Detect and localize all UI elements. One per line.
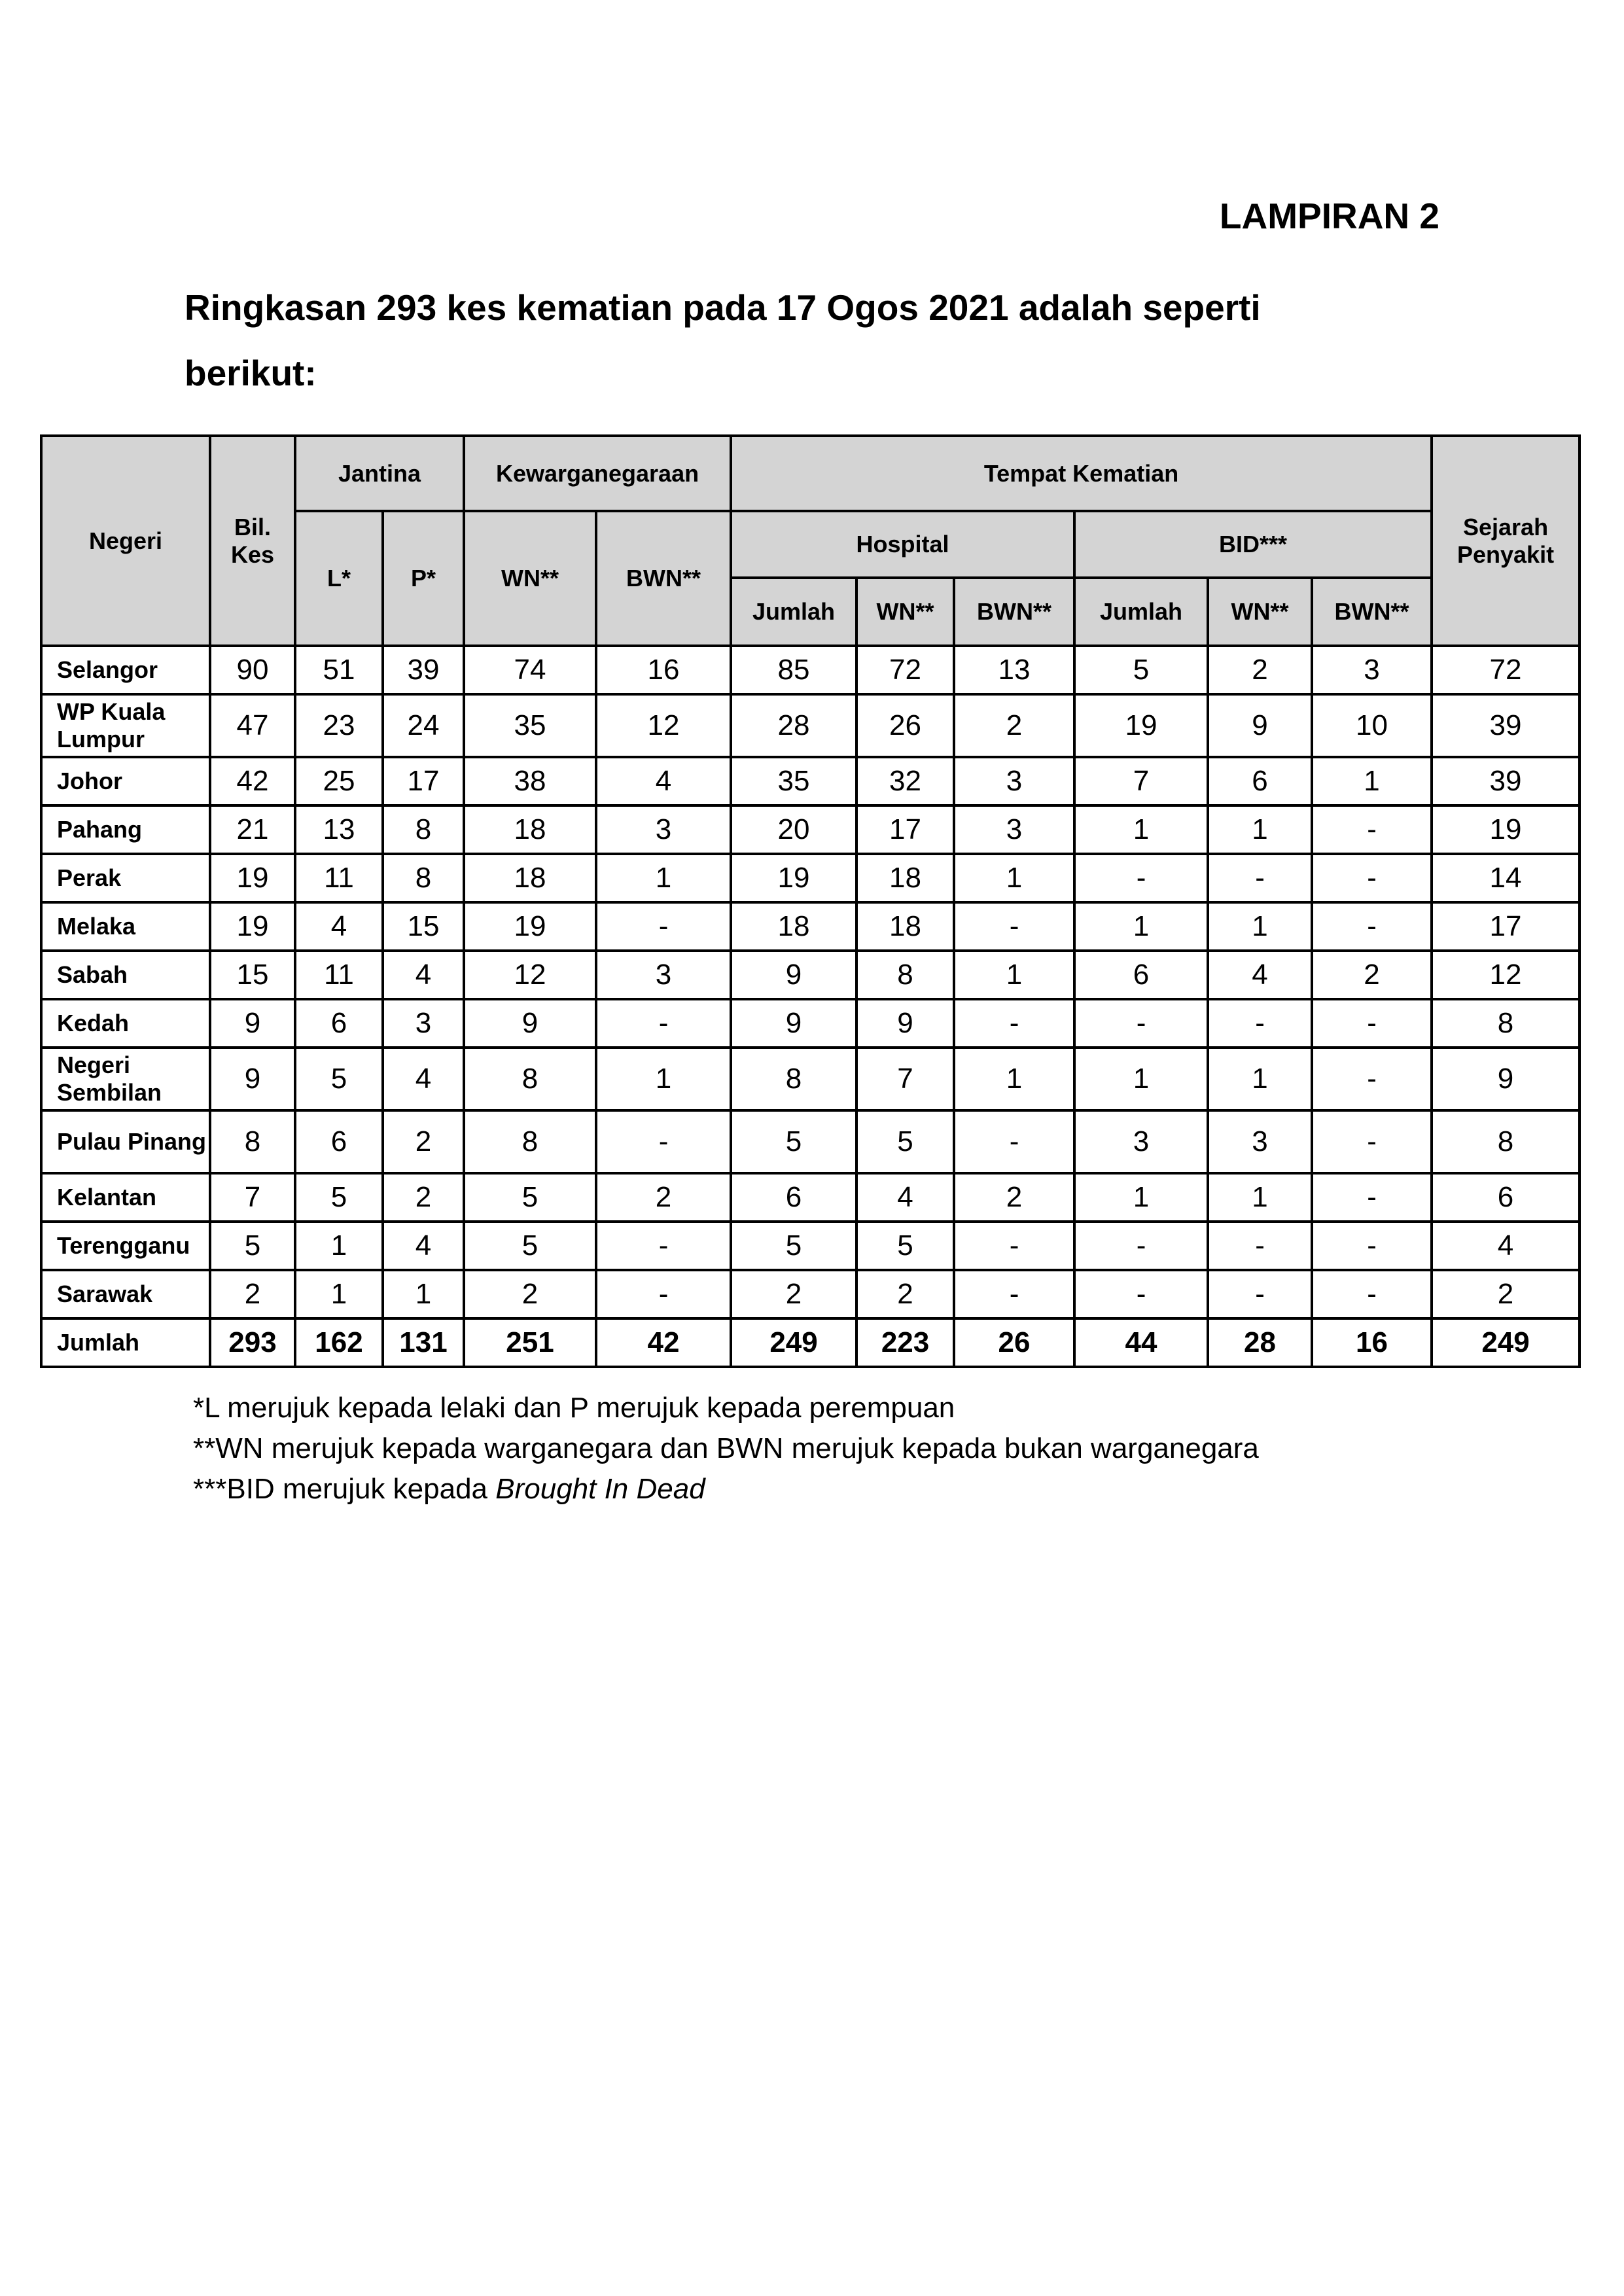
table-cell: - — [954, 1270, 1074, 1318]
state-name-cell: Melaka — [41, 902, 210, 951]
header-hospital-jumlah: Jumlah — [731, 578, 856, 646]
table-row — [41, 951, 1580, 999]
table-cell: 8 — [856, 951, 954, 999]
table-cell: - — [596, 902, 731, 951]
table-cell: 14 — [1432, 854, 1580, 902]
table-cell: 16 — [1312, 1318, 1432, 1367]
table-cell: 8 — [1432, 1110, 1580, 1173]
table-row — [41, 902, 1580, 951]
table-cell: 19 — [210, 854, 295, 902]
table-cell: 251 — [464, 1318, 596, 1367]
appendix-label: LAMPIRAN 2 — [1219, 196, 1439, 236]
table-cell: 5 — [856, 1222, 954, 1270]
footnote-bid — [193, 1469, 1502, 1510]
table-cell: 90 — [210, 646, 295, 694]
table-cell: 15 — [383, 902, 464, 951]
table-cell: 249 — [1432, 1318, 1580, 1367]
header-negeri: Negeri — [41, 436, 210, 646]
table-cell: 20 — [731, 805, 856, 854]
table-cell: 39 — [1432, 757, 1580, 805]
table-cell: 3 — [1312, 646, 1432, 694]
table-total-row — [41, 1318, 1580, 1367]
table-cell: 2 — [464, 1270, 596, 1318]
table-cell: 5 — [731, 1110, 856, 1173]
state-name-cell: Pahang — [41, 805, 210, 854]
table-cell: - — [1312, 805, 1432, 854]
table-cell: 2 — [383, 1173, 464, 1222]
table-cell: 74 — [464, 646, 596, 694]
table-cell: 1 — [1208, 902, 1312, 951]
header-kewarganegaraan: Kewarganegaraan — [464, 436, 731, 511]
table-cell: 19 — [1074, 694, 1208, 757]
table-cell: 39 — [1432, 694, 1580, 757]
table-cell: 4 — [383, 1222, 464, 1270]
table-cell: 9 — [1432, 1048, 1580, 1110]
table-cell: 3 — [596, 805, 731, 854]
table-cell: 4 — [856, 1173, 954, 1222]
state-name-cell: Negeri Sembilan — [41, 1048, 210, 1110]
table-cell: 2 — [954, 1173, 1074, 1222]
table-cell: 17 — [383, 757, 464, 805]
table-cell: 12 — [464, 951, 596, 999]
state-name-cell: Perak — [41, 854, 210, 902]
table-cell: 8 — [731, 1048, 856, 1110]
header-jantina: Jantina — [295, 436, 464, 511]
table-cell: 7 — [210, 1173, 295, 1222]
table-cell: - — [954, 902, 1074, 951]
table-cell: 1 — [1208, 805, 1312, 854]
table-cell: 24 — [383, 694, 464, 757]
table-cell: - — [1208, 1222, 1312, 1270]
table-cell: 13 — [295, 805, 383, 854]
table-cell: 2 — [1312, 951, 1432, 999]
table-cell: 2 — [1432, 1270, 1580, 1318]
state-name-cell: Sabah — [41, 951, 210, 999]
table-cell: 85 — [731, 646, 856, 694]
table-cell: 44 — [1074, 1318, 1208, 1367]
table-cell: 16 — [596, 646, 731, 694]
table-cell: 17 — [1432, 902, 1580, 951]
table-row — [41, 757, 1580, 805]
table-cell: - — [1074, 854, 1208, 902]
table-cell: 17 — [856, 805, 954, 854]
footnote-gender: *L merujuk kepada lelaki dan P merujuk kepada perempuan — [193, 1392, 955, 1424]
table-row — [41, 1222, 1580, 1270]
table-cell: 1 — [596, 1048, 731, 1110]
table-cell: 25 — [295, 757, 383, 805]
table-cell: - — [596, 1222, 731, 1270]
table-cell: 3 — [596, 951, 731, 999]
state-name-cell: Terengganu — [41, 1222, 210, 1270]
table-cell: 18 — [856, 854, 954, 902]
table-cell: 1 — [1208, 1048, 1312, 1110]
table-cell: - — [1074, 1270, 1208, 1318]
table-cell: 6 — [731, 1173, 856, 1222]
header-sejarah-penyakit: Sejarah Penyakit — [1432, 436, 1580, 646]
table-cell: 11 — [295, 951, 383, 999]
table-cell: 5 — [295, 1173, 383, 1222]
table-cell: 1 — [295, 1270, 383, 1318]
table-cell: 9 — [1208, 694, 1312, 757]
table-cell: 9 — [856, 999, 954, 1048]
table-cell: 7 — [1074, 757, 1208, 805]
table-cell: 1 — [1074, 1048, 1208, 1110]
table-cell: 1 — [1208, 1173, 1312, 1222]
table-cell: 4 — [1432, 1222, 1580, 1270]
table-cell: 1 — [954, 854, 1074, 902]
table-cell: 28 — [731, 694, 856, 757]
table-cell: 2 — [1208, 646, 1312, 694]
table-row — [41, 1110, 1580, 1173]
table-row — [41, 646, 1580, 694]
table-cell: 9 — [210, 1048, 295, 1110]
table-cell: 35 — [731, 757, 856, 805]
state-name-cell: Kedah — [41, 999, 210, 1048]
table-header — [41, 436, 1580, 646]
page-title-line-2: berikut: — [185, 353, 317, 393]
table-row — [41, 854, 1580, 902]
table-cell: 162 — [295, 1318, 383, 1367]
table-cell: 5 — [731, 1222, 856, 1270]
table-cell: 3 — [383, 999, 464, 1048]
deaths-summary-table — [40, 434, 1581, 1368]
table-cell: 28 — [1208, 1318, 1312, 1367]
table-cell: 1 — [596, 854, 731, 902]
table-cell: 3 — [1208, 1110, 1312, 1173]
table-cell: 42 — [210, 757, 295, 805]
table-cell: 249 — [731, 1318, 856, 1367]
table-cell: 8 — [383, 854, 464, 902]
table-cell: 8 — [1432, 999, 1580, 1048]
table-cell: 42 — [596, 1318, 731, 1367]
table-cell: 4 — [596, 757, 731, 805]
table-row — [41, 1270, 1580, 1318]
table-cell: 10 — [1312, 694, 1432, 757]
table-cell: 35 — [464, 694, 596, 757]
header-bil-kes: Bil. Kes — [210, 436, 295, 646]
header-bid-bwn: BWN** — [1312, 578, 1432, 646]
table-row — [41, 805, 1580, 854]
table-cell: - — [1312, 1173, 1432, 1222]
table-cell: 18 — [731, 902, 856, 951]
header-p: P* — [383, 511, 464, 646]
table-cell: 8 — [383, 805, 464, 854]
table-cell: 11 — [295, 854, 383, 902]
table-cell: 4 — [383, 951, 464, 999]
table-cell: - — [596, 1270, 731, 1318]
header-bid-jumlah: Jumlah — [1074, 578, 1208, 646]
table-cell: 12 — [1432, 951, 1580, 999]
table-cell: 9 — [731, 999, 856, 1048]
table-cell: 18 — [464, 854, 596, 902]
table-cell: - — [1312, 1048, 1432, 1110]
table-cell: - — [1074, 999, 1208, 1048]
table-cell: 223 — [856, 1318, 954, 1367]
table-cell: 15 — [210, 951, 295, 999]
state-name-cell: Jumlah — [41, 1318, 210, 1367]
table-cell: 21 — [210, 805, 295, 854]
page-title-line-1: Ringkasan 293 kes kematian pada 17 Ogos 2021 adalah seperti — [185, 287, 1261, 328]
table-cell: 1 — [1074, 805, 1208, 854]
table-cell: - — [1312, 902, 1432, 951]
table-cell: 6 — [1432, 1173, 1580, 1222]
table-cell: 1 — [295, 1222, 383, 1270]
table-cell: 1 — [1312, 757, 1432, 805]
table-cell: 72 — [1432, 646, 1580, 694]
state-name-cell: Pulau Pinang — [41, 1110, 210, 1173]
header-tempat-kematian: Tempat Kematian — [731, 436, 1432, 511]
table-cell: 3 — [954, 757, 1074, 805]
table-cell: 2 — [856, 1270, 954, 1318]
table-cell: 3 — [1074, 1110, 1208, 1173]
table-cell: - — [954, 1110, 1074, 1173]
table-cell: 18 — [856, 902, 954, 951]
table-cell: 8 — [210, 1110, 295, 1173]
table-cell: 32 — [856, 757, 954, 805]
table-cell: - — [1074, 1222, 1208, 1270]
table-cell: 2 — [954, 694, 1074, 757]
table-cell: 1 — [383, 1270, 464, 1318]
table-cell: 12 — [596, 694, 731, 757]
table-cell: - — [1208, 1270, 1312, 1318]
table-row — [41, 1173, 1580, 1222]
table-cell: 5 — [464, 1173, 596, 1222]
table-cell: 51 — [295, 646, 383, 694]
table-cell: 2 — [210, 1270, 295, 1318]
table-row — [41, 694, 1580, 757]
table-cell: - — [1312, 1270, 1432, 1318]
header-bid: BID*** — [1074, 511, 1432, 578]
table-cell: 5 — [1074, 646, 1208, 694]
table-cell: 19 — [210, 902, 295, 951]
table-cell: - — [1312, 854, 1432, 902]
header-hospital-bwn: BWN** — [954, 578, 1074, 646]
table-cell: 293 — [210, 1318, 295, 1367]
table-cell: - — [954, 1222, 1074, 1270]
table-cell: 131 — [383, 1318, 464, 1367]
table-cell: 4 — [383, 1048, 464, 1110]
state-name-cell: Johor — [41, 757, 210, 805]
table-cell: 19 — [1432, 805, 1580, 854]
table-cell: - — [954, 999, 1074, 1048]
table-cell: 9 — [210, 999, 295, 1048]
table-cell: 19 — [731, 854, 856, 902]
table-cell: - — [596, 1110, 731, 1173]
table-cell: 2 — [383, 1110, 464, 1173]
table-cell: 6 — [295, 1110, 383, 1173]
table-cell: 39 — [383, 646, 464, 694]
table-cell: 9 — [464, 999, 596, 1048]
footnotes — [193, 1388, 1502, 1510]
footnote-citizenship: **WN merujuk kepada warganegara dan BWN merujuk kepada bukan warganegara — [193, 1432, 1259, 1464]
table-cell: 5 — [464, 1222, 596, 1270]
table-cell: 4 — [295, 902, 383, 951]
table-cell: 8 — [464, 1110, 596, 1173]
state-name-cell: Kelantan — [41, 1173, 210, 1222]
table-cell: 72 — [856, 646, 954, 694]
table-cell: 2 — [731, 1270, 856, 1318]
table-cell: - — [1208, 854, 1312, 902]
table-cell: 5 — [295, 1048, 383, 1110]
table-cell: 1 — [954, 951, 1074, 999]
state-name-cell: Sarawak — [41, 1270, 210, 1318]
table-cell: 5 — [210, 1222, 295, 1270]
table-cell: 26 — [856, 694, 954, 757]
header-hospital-wn: WN** — [856, 578, 954, 646]
header-hospital: Hospital — [731, 511, 1074, 578]
table-cell: - — [1208, 999, 1312, 1048]
table-cell: 6 — [1074, 951, 1208, 999]
footnote-bid-text: ***BID merujuk kepada — [193, 1473, 496, 1505]
table-cell: - — [1312, 999, 1432, 1048]
header-l: L* — [295, 511, 383, 646]
page-title — [185, 275, 1428, 406]
table-cell: 23 — [295, 694, 383, 757]
table-row — [41, 1048, 1580, 1110]
footnote-bid-italic: Brought In Dead — [495, 1473, 705, 1505]
table-cell: 1 — [1074, 902, 1208, 951]
state-name-cell: Selangor — [41, 646, 210, 694]
table-cell: - — [596, 999, 731, 1048]
table-cell: 6 — [295, 999, 383, 1048]
header-bid-wn: WN** — [1208, 578, 1312, 646]
table-cell: 26 — [954, 1318, 1074, 1367]
table-cell: 7 — [856, 1048, 954, 1110]
table-cell: - — [1312, 1222, 1432, 1270]
state-name-cell: WP Kuala Lumpur — [41, 694, 210, 757]
table-row — [41, 999, 1580, 1048]
table-cell: 13 — [954, 646, 1074, 694]
table-cell: 38 — [464, 757, 596, 805]
table-cell: 2 — [596, 1173, 731, 1222]
table-cell: 3 — [954, 805, 1074, 854]
table-cell: 6 — [1208, 757, 1312, 805]
table-cell: 5 — [856, 1110, 954, 1173]
table-cell: 9 — [731, 951, 856, 999]
table-cell: 8 — [464, 1048, 596, 1110]
table-cell: 18 — [464, 805, 596, 854]
header-wn: WN** — [464, 511, 596, 646]
table-cell: - — [1312, 1110, 1432, 1173]
table-cell: 4 — [1208, 951, 1312, 999]
table-cell: 1 — [1074, 1173, 1208, 1222]
table-body — [41, 646, 1580, 1367]
table-cell: 1 — [954, 1048, 1074, 1110]
table-cell: 19 — [464, 902, 596, 951]
table-cell: 47 — [210, 694, 295, 757]
header-bwn: BWN** — [596, 511, 731, 646]
